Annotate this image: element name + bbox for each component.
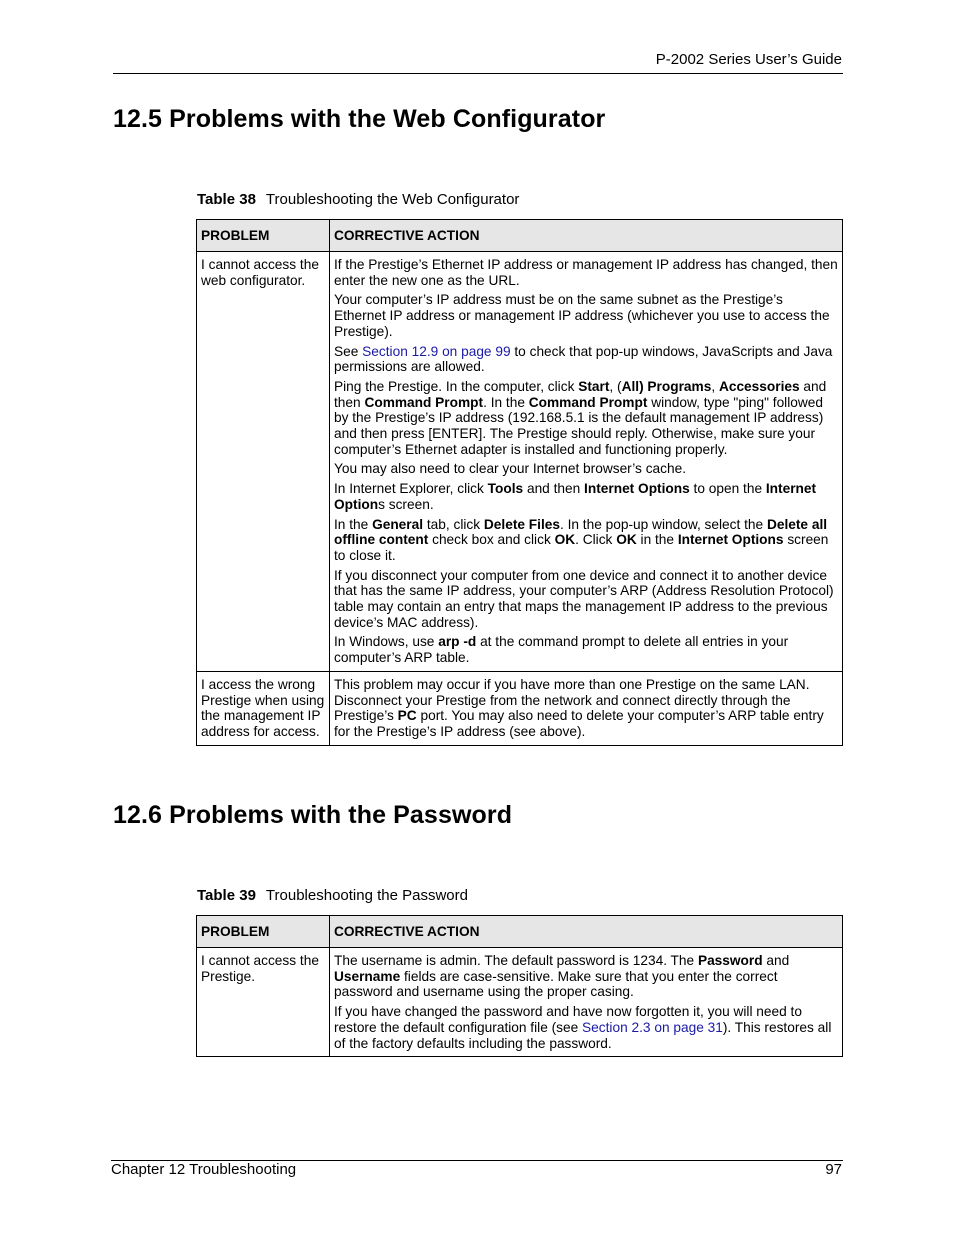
footer-chapter: Chapter 12 Troubleshooting bbox=[111, 1161, 297, 1178]
table-number: Table 38 bbox=[197, 191, 256, 208]
cross-reference-link[interactable]: Section 2.3 on page 31 bbox=[582, 1019, 723, 1035]
corrective-action-paragraph: You may also need to clear your Internet browser’s cache. bbox=[334, 461, 687, 477]
corrective-action-cell bbox=[330, 252, 843, 672]
column-header-corrective-action: CORRECTIVE ACTION bbox=[330, 220, 843, 252]
table-caption bbox=[197, 191, 519, 209]
table-number: Table 39 bbox=[197, 887, 256, 904]
corrective-action-paragraph: If you have changed the password and have now forgotten it, you will need to restore the default configuration file (see Section 2.3 on page 31). This restores all of the factory defaults including the password. bbox=[334, 1004, 832, 1051]
table-row bbox=[197, 252, 843, 672]
section-heading: 12.6 Problems with the Password bbox=[113, 801, 513, 829]
column-header-problem: PROBLEM bbox=[197, 220, 330, 252]
guide-title: P-2002 Series User’s Guide bbox=[655, 51, 842, 68]
table-title: Troubleshooting the Web Configurator bbox=[265, 191, 520, 208]
problem-cell: I cannot access the web configurator. bbox=[197, 252, 330, 672]
table-caption bbox=[197, 887, 468, 905]
corrective-action-cell bbox=[330, 948, 843, 1057]
corrective-action-paragraph: In the General tab, click Delete Files. In the pop-up window, select the Delete all offline content check box and click OK. Click OK in the Internet Options screen to close it. bbox=[334, 516, 829, 563]
table-header-row bbox=[197, 916, 843, 948]
page-number: 97 bbox=[825, 1161, 842, 1178]
problem-cell: I access the wrong Prestige when using the management IP address for access. bbox=[197, 671, 330, 745]
corrective-action-paragraph: If you disconnect your computer from one device and connect it to another device that has the same IP address, your computer’s ARP (Address Resolution Protocol) table may contain an entry that maps the management IP address to the previous device’s MAC address). bbox=[334, 567, 834, 630]
table-row bbox=[197, 948, 843, 1057]
corrective-action-paragraph: The username is admin. The default password is 1234. The Password and Username fields are case-sensitive. Make sure that you enter the correct password and username using the proper casing. bbox=[334, 953, 790, 1000]
corrective-action-paragraph: In Internet Explorer, click Tools and then Internet Options to open the Internet Options screen. bbox=[334, 481, 817, 512]
corrective-action-paragraph: Your computer’s IP address must be on the same subnet as the Prestige’s Ethernet IP address or management IP address (whichever you use to access the Prestige). bbox=[334, 292, 830, 339]
table-header-row bbox=[197, 220, 843, 252]
table-title: Troubleshooting the Password bbox=[265, 887, 468, 904]
corrective-action-paragraph: Ping the Prestige. In the computer, click Start, (All) Programs, Accessories and then Command Prompt. In the Command Prompt window, type "ping" followed by the Prestige’s IP address (192.168.5.1 is the default management IP address) and then press [ENTER]. The Prestige should reply. Otherwise, make sure your computer’s Ethernet adapter is installed and functioning properly. bbox=[334, 378, 827, 457]
corrective-action-paragraph: See Section 12.9 on page 99 to check that pop-up windows, JavaScripts and Java permissions are allowed. bbox=[334, 343, 833, 375]
section-heading: 12.5 Problems with the Web Configurator bbox=[113, 105, 606, 133]
corrective-action-paragraph: This problem may occur if you have more than one Prestige on the same LAN. Disconnect your Prestige from the network and connect directly through the Prestige’s PC port. You may also need to delete your computer’s ARP table entry for the Prestige’s IP address (see above). bbox=[334, 676, 824, 739]
column-header-problem: PROBLEM bbox=[197, 916, 330, 948]
corrective-action-paragraph: If the Prestige’s Ethernet IP address or management IP address has changed, then enter the new one as the URL. bbox=[334, 257, 838, 288]
corrective-action-paragraph: In Windows, use arp -d at the command prompt to delete all entries in your computer’s ARP table. bbox=[334, 634, 789, 666]
problem-cell: I cannot access the Prestige. bbox=[197, 948, 330, 1057]
table-row bbox=[197, 671, 843, 745]
header-divider bbox=[113, 73, 843, 74]
troubleshooting-table bbox=[196, 219, 843, 746]
cross-reference-link[interactable]: Section 12.9 on page 99 bbox=[362, 343, 511, 359]
column-header-corrective-action: CORRECTIVE ACTION bbox=[330, 916, 843, 948]
troubleshooting-table bbox=[196, 915, 843, 1057]
corrective-action-cell bbox=[330, 671, 843, 745]
